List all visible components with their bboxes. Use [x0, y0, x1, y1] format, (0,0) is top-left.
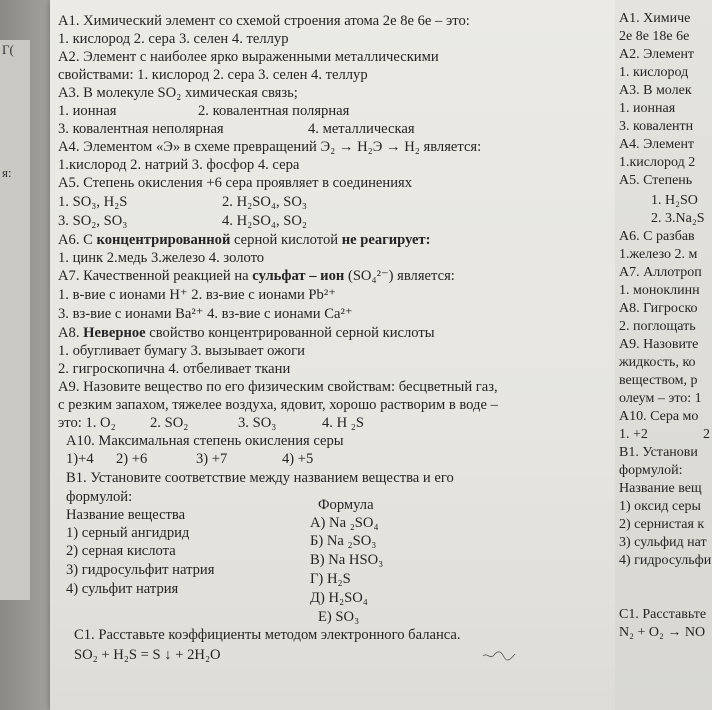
- question-a4: A4. Элементом «Э» в схеме превращений Э₂ → H₂Э → H₂ является:: [58, 139, 482, 155]
- answers-a8-line1: 1. обугливает бумагу 3. вызывает ожоги: [58, 343, 305, 359]
- answer-a9-2: 2. SO₂: [150, 415, 189, 431]
- left-stub-1: Г(: [2, 42, 14, 57]
- question-a6-bold-2: не реагирует:: [341, 232, 431, 248]
- right-line-20: жидкость, ко: [619, 355, 696, 370]
- right-line-4: 1. кислород: [619, 65, 689, 80]
- right-line-34: N₂ + O₂ → NO: [619, 625, 706, 640]
- question-a7-bold: сульфат – ион: [252, 268, 345, 284]
- answer-a9-4: 4. H ₂S: [322, 415, 364, 431]
- right-line-7: 3. ковалентн: [619, 119, 694, 134]
- right-line-10: A5. Степень: [619, 173, 693, 188]
- right-line-33: C1. Расставьте: [619, 607, 707, 622]
- answer-a5-4: 4. H₂SO₄, SO₂: [222, 213, 308, 229]
- question-a6-bold-1: концентрированной: [96, 232, 231, 248]
- question-a6-middle: серной кислотой: [230, 232, 342, 248]
- right-line-1: A1. Химиче: [619, 11, 691, 26]
- question-c1: C1. Расставьте коэффициенты методом электронного баланса.: [74, 627, 461, 643]
- question-a8-prefix: A8.: [58, 325, 84, 341]
- question-a9-line2: с резким запахом, тяжелее воздуха, ядовит, хорошо растворим в воде –: [58, 397, 498, 413]
- question-b1-line2: формулой:: [66, 489, 133, 505]
- answer-a5-3: 3. SO₂, SO₃: [58, 213, 128, 229]
- b1-header-name: Название вещества: [66, 507, 186, 523]
- right-line-24: 1. +2: [619, 427, 648, 442]
- right-line-16: 1. моноклинн: [619, 283, 700, 298]
- answer-a10-4: 4) +5: [282, 451, 314, 467]
- right-test-sheet: [615, 0, 712, 710]
- answer-a9-3: 3. SO₃: [238, 415, 277, 431]
- equation-c1: SO₂ + H₂S = S ↓ + 2H₂O: [74, 647, 221, 663]
- b1-name-1: 1) серный ангидрид: [66, 525, 190, 541]
- right-line-11: 1. H₂SO: [651, 193, 698, 208]
- answer-a3-2: 2. ковалентная полярная: [198, 103, 350, 119]
- answers-a7-line1: 1. в-вие с ионами H⁺ 2. вз-вие с ионами Pb²⁺: [58, 287, 336, 303]
- answer-a5-1: 1. SO₃, H₂S: [58, 194, 128, 210]
- answers-a7-line2: 3. вз-вие с ионами Ba²⁺ 4. вз-вие с ионами Ca²⁺: [58, 306, 353, 322]
- b1-formula-e: E) SO₃: [318, 609, 360, 625]
- right-line-9: 1.кислород 2: [619, 155, 696, 170]
- answer-a10-1: 1)+4: [66, 451, 94, 467]
- question-a2: A2. Элемент с наиболее ярко выраженными металлическими: [58, 49, 439, 65]
- answers-a6: 1. цинк 2.медь 3.железо 4. золото: [58, 250, 265, 266]
- right-line-13: A6. С разбав: [619, 229, 695, 244]
- right-line-14: 1.железо 2. м: [619, 247, 698, 262]
- b1-name-2: 2) серная кислота: [66, 543, 176, 559]
- right-line-19: A9. Назовите: [619, 337, 699, 352]
- right-line-25: 2: [703, 427, 710, 442]
- question-b1-line1: B1. Установите соответствие между названием вещества и его: [66, 470, 454, 486]
- right-line-22: олеум – это: 1: [619, 391, 702, 406]
- b1-formula-g: Г) H₂S: [310, 571, 351, 587]
- question-a7: [58, 267, 455, 285]
- main-test-sheet: [50, 0, 615, 710]
- b1-name-4: 4) сульфит натрия: [66, 581, 179, 597]
- right-line-3: A2. Элемент: [619, 47, 695, 62]
- right-line-21: веществом, р: [619, 373, 698, 388]
- question-a1: A1. Химический элемент со схемой строения атома 2e 8e 6e – это:: [58, 13, 470, 29]
- right-line-6: 1. ионная: [619, 101, 676, 116]
- question-a6: [58, 231, 430, 249]
- right-line-29: 1) оксид серы: [619, 499, 701, 514]
- right-line-30: 2) сернистая к: [619, 517, 705, 532]
- pencil-mark: [482, 648, 516, 664]
- answer-a3-1: 1. ионная: [58, 103, 117, 119]
- right-line-28: Название вещ: [619, 481, 702, 496]
- question-a6-prefix: A6. С: [58, 232, 97, 248]
- right-line-32: 4) гидросульфи: [619, 553, 712, 568]
- b1-header-formula: Формула: [318, 497, 374, 513]
- right-line-15: A7. Аллотроп: [619, 265, 702, 280]
- right-line-2: 2e 8e 18e 6e: [619, 29, 690, 44]
- answer-a9-1: это: 1. O₂: [58, 415, 116, 431]
- answer-a5-2: 2. H₂SO₄, SO₃: [222, 194, 308, 210]
- answers-a4: 1.кислород 2. натрий 3. фосфор 4. сера: [58, 157, 300, 173]
- right-line-5: A3. В молек: [619, 83, 692, 98]
- right-line-18: 2. поглощать: [619, 319, 696, 334]
- question-a7-suffix: (SO₄²⁻) является:: [344, 268, 455, 284]
- answer-a3-3: 3. ковалентная неполярная: [58, 121, 224, 137]
- b1-formula-v: В) Na HSO₃: [310, 552, 384, 568]
- question-a8: [58, 324, 435, 342]
- answers-a8-line2: 2. гигроскопична 4. отбеливает ткани: [58, 361, 291, 377]
- left-paper-edge: [0, 40, 30, 600]
- b1-name-3: 3) гидросульфит натрия: [66, 562, 215, 578]
- question-a3: A3. В молекуле SO₂ химическая связь;: [58, 85, 298, 101]
- question-a7-prefix: A7. Качественной реакцией на: [58, 268, 253, 284]
- question-a8-bold: Неверное: [83, 325, 146, 341]
- right-line-17: A8. Гигроско: [619, 301, 698, 316]
- answer-a10-2: 2) +6: [116, 451, 148, 467]
- b1-formula-d: Д) H₂SO₄: [310, 590, 368, 606]
- question-a8-suffix: свойство концентрированной серной кислоты: [145, 325, 435, 341]
- answer-a3-4: 4. металлическая: [308, 121, 415, 137]
- left-stub-2: я:: [2, 165, 12, 180]
- question-a5: A5. Степень окисления +6 сера проявляет в соединениях: [58, 175, 413, 191]
- question-a9-line1: A9. Назовите вещество по его физическим свойствам: бесцветный газ,: [58, 379, 498, 395]
- b1-formula-b: Б) Na ₂SO₃: [310, 533, 377, 549]
- right-line-12: 2. 3.Na₂S: [651, 211, 705, 226]
- right-line-8: A4. Элемент: [619, 137, 695, 152]
- right-line-23: A10. Сера мо: [619, 409, 699, 424]
- b1-formula-a: A) Na ₂SO₄: [310, 515, 379, 531]
- right-line-31: 3) сульфид нат: [619, 535, 707, 550]
- right-line-27: формулой:: [619, 463, 683, 478]
- answer-a10-3: 3) +7: [196, 451, 228, 467]
- question-a10: A10. Максимальная степень окисления серы: [66, 433, 344, 449]
- answers-a2: свойствами: 1. кислород 2. сера 3. селен 4. теллур: [58, 67, 368, 83]
- answers-a1: 1. кислород 2. сера 3. селен 4. теллур: [58, 31, 289, 47]
- right-line-26: B1. Установи: [619, 445, 698, 460]
